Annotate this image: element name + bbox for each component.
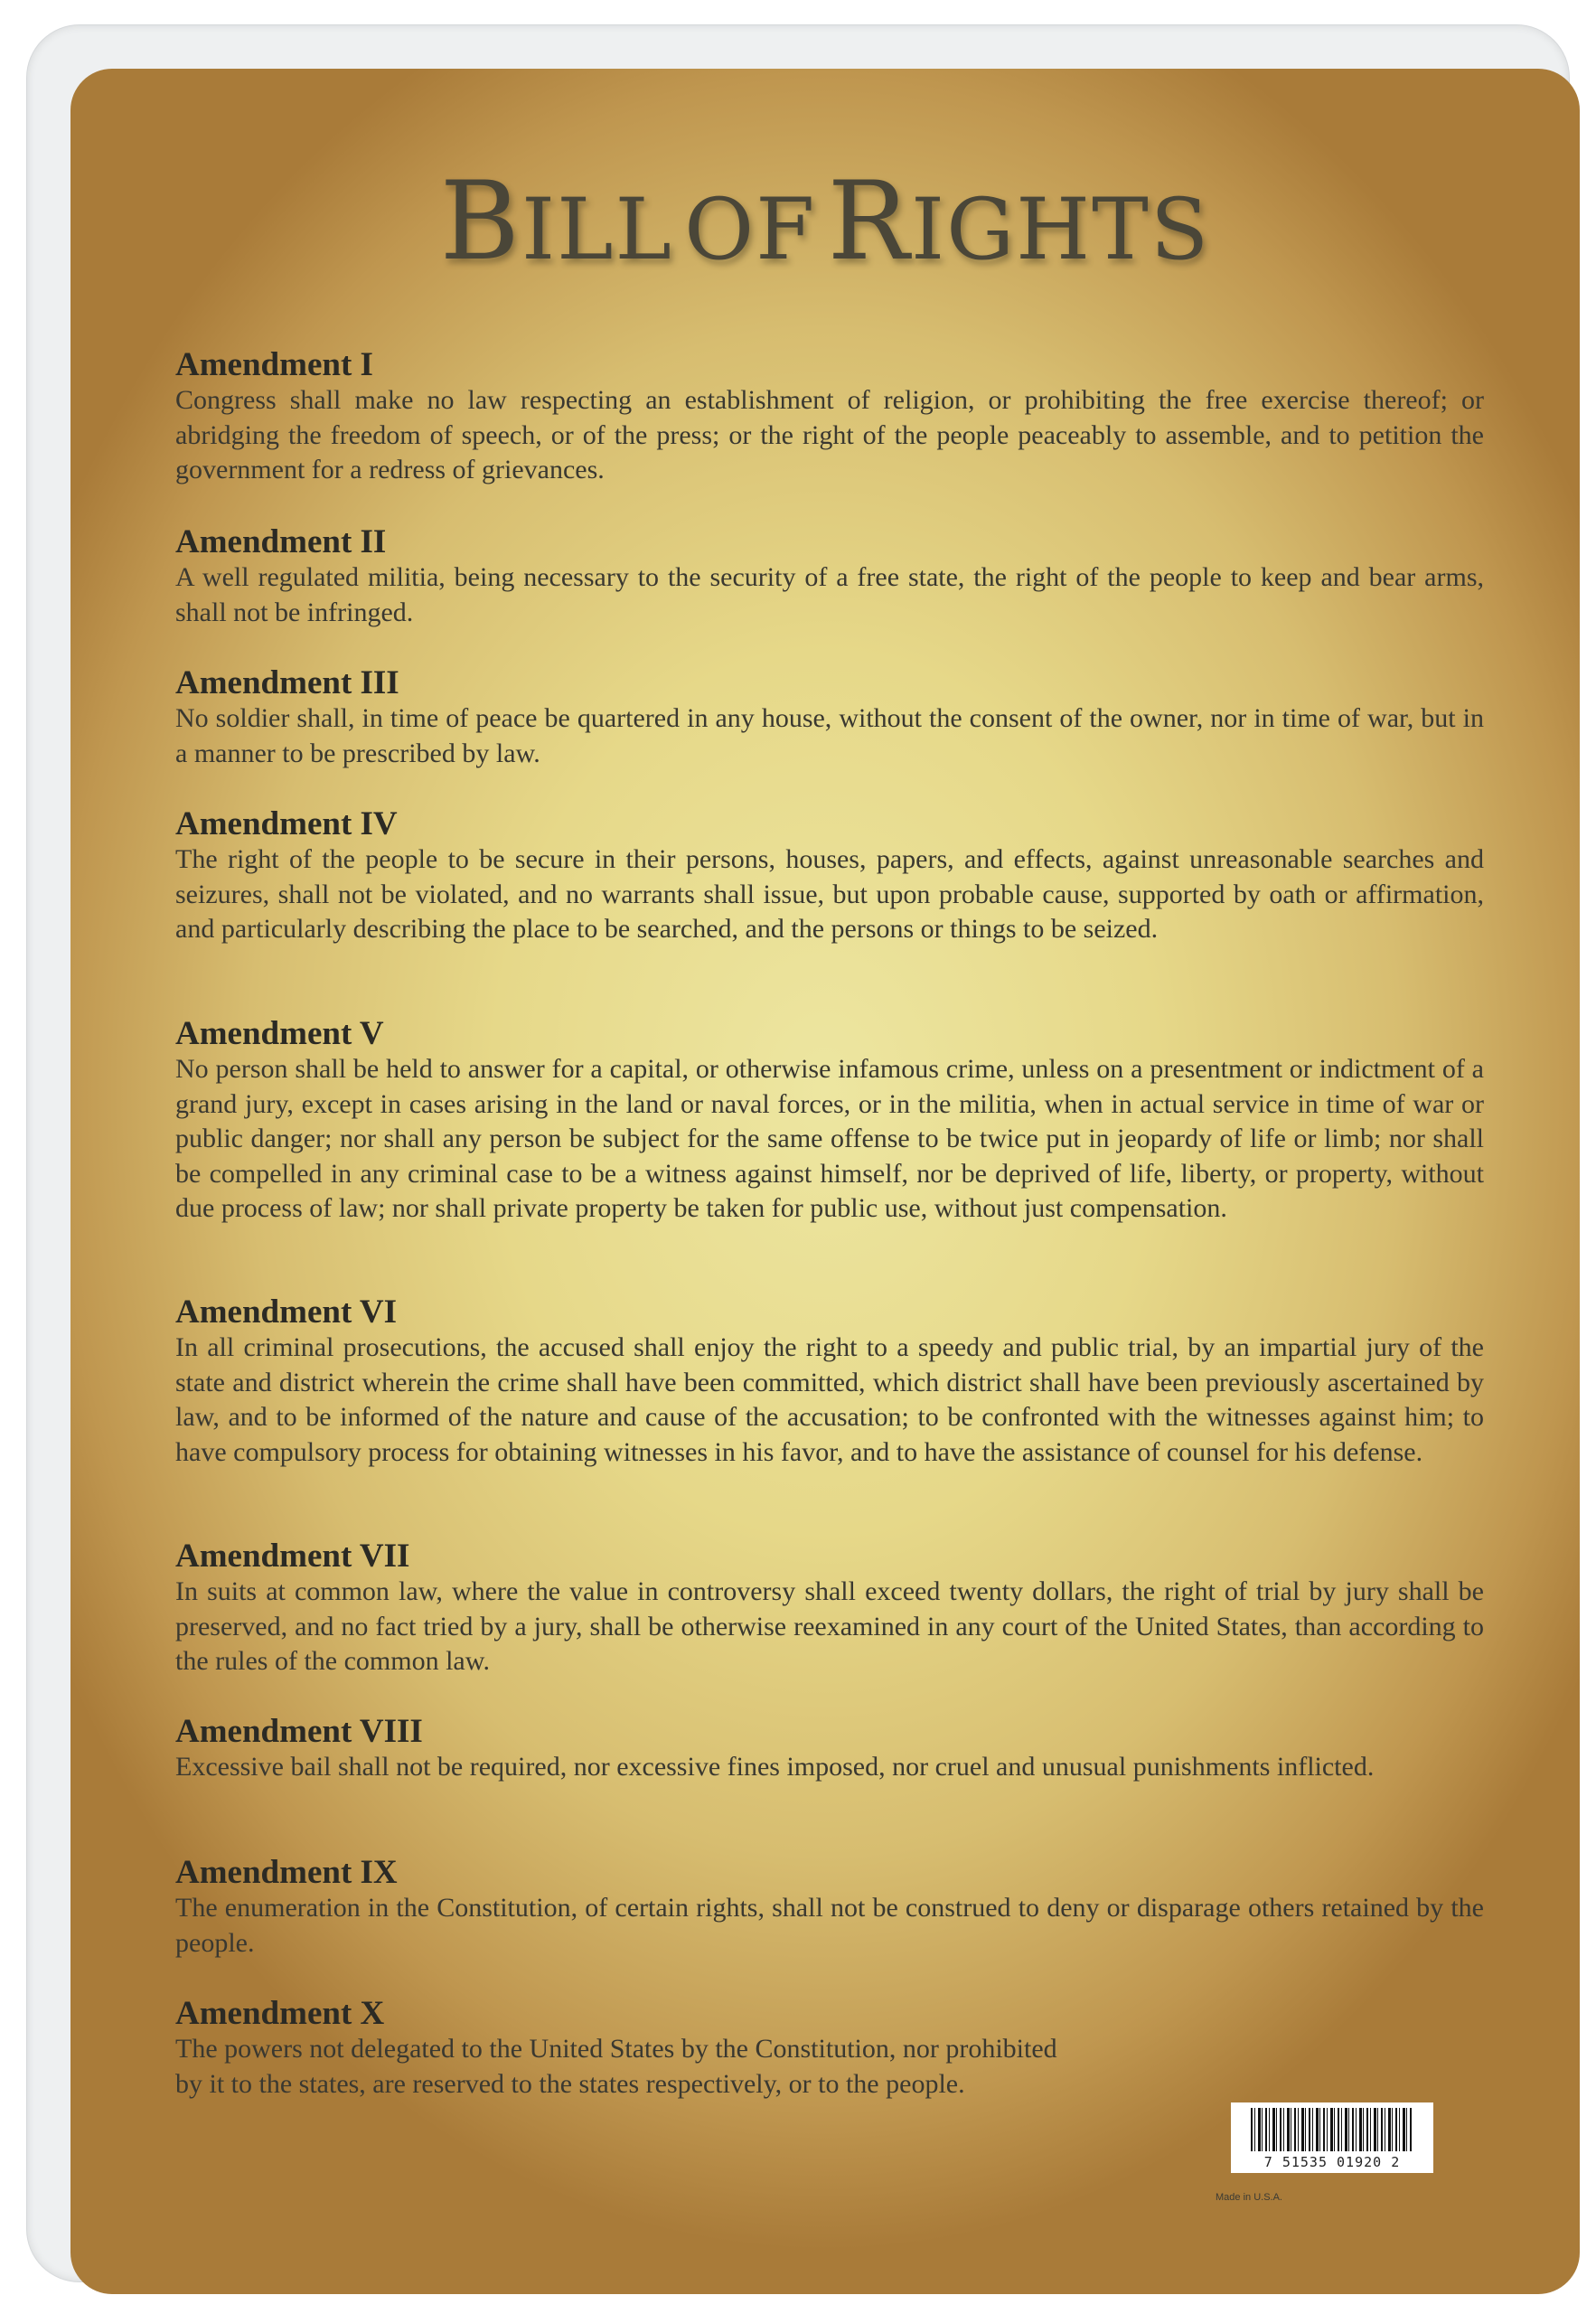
amendment-heading: Amendment IV bbox=[175, 805, 398, 842]
amendment-text: The right of the people to be secure in their persons, houses, papers, and effects, against unreasonable searches and seizures, shall not be violated, and no warrants shall issue, but upon probable cause, supported by oath or affirmation, and particularly describing the place to be searched, and the persons or things to be seized. bbox=[175, 844, 1484, 944]
barcode-digits: 7 51535 01920 2 bbox=[1263, 2154, 1401, 2170]
amendment-heading: Amendment I bbox=[175, 346, 373, 383]
amendment-7 bbox=[175, 1538, 1484, 1679]
amendment-heading: Amendment VI bbox=[175, 1293, 397, 1331]
amendment-6 bbox=[175, 1294, 1484, 1470]
amendment-heading: Amendment VIII bbox=[175, 1713, 423, 1750]
title-word-of: OF bbox=[684, 181, 817, 279]
bill-of-rights-poster bbox=[70, 69, 1580, 2294]
amendment-heading: Amendment III bbox=[175, 664, 399, 701]
amendment-heading: Amendment X bbox=[175, 1995, 385, 2032]
amendment-2 bbox=[175, 524, 1484, 630]
amendment-text: The enumeration in the Constitution, of certain rights, shall not be construed to deny or disparage others retained by the people. bbox=[175, 1893, 1484, 1958]
amendment-8 bbox=[175, 1714, 1484, 1785]
amendment-text: No soldier shall, in time of peace be quartered in any house, without the consent of the owner, nor in time of war, but in a manner to be prescribed by law. bbox=[175, 703, 1484, 768]
amendment-heading: Amendment IX bbox=[175, 1854, 398, 1891]
amendment-text: A well regulated militia, being necessary to the security of a free state, the right of the people to keep and bear arms, shall not be infringed. bbox=[175, 562, 1484, 627]
amendment-text: No person shall be held to answer for a capital, or otherwise infamous crime, unless on a presentment or indictment of a grand jury, except in cases arising in the land or naval forces, or in the militia, when in actual service in time of war or public danger; nor shall any person be subject for the same offense to be twice put in jeopardy of life or limb; nor shall be compelled in any criminal case to be a witness against himself, nor be deprived of life, liberty, or property, without due process of law; nor shall private property be taken for public use, without just compensation. bbox=[175, 1054, 1484, 1223]
amendment-3 bbox=[175, 665, 1484, 771]
amendment-heading: Amendment II bbox=[175, 523, 387, 560]
placemat-board bbox=[27, 25, 1569, 2281]
barcode-bars bbox=[1251, 2108, 1413, 2151]
amendment-heading: Amendment VII bbox=[175, 1538, 410, 1575]
upc-barcode bbox=[1231, 2102, 1433, 2173]
amendment-text: In all criminal prosecutions, the accused shall enjoy the right to a speedy and public trial, by an impartial jury of the state and district wherein the crime shall have been committed, which district shall have been previously ascertained by law, and to be informed of the nature and cause of the accusation; to be confronted with the witnesses against him; to have compulsory process for obtaining witnesses in his favor, and to have the assistance of counsel for his defense. bbox=[175, 1332, 1484, 1467]
amendment-text-line-2: by it to the states, are reserved to the states respectively, or to the people. bbox=[175, 2068, 965, 2099]
amendment-9 bbox=[175, 1855, 1484, 1961]
title-word-ights: IGHTS bbox=[910, 181, 1211, 279]
made-in-label: Made in U.S.A. bbox=[1216, 2192, 1282, 2203]
title-word-ill: ILL bbox=[521, 181, 673, 279]
amendment-heading: Amendment V bbox=[175, 1015, 384, 1052]
poster-title bbox=[70, 159, 1580, 285]
amendment-10 bbox=[175, 1996, 1484, 2102]
amendment-1 bbox=[175, 347, 1484, 488]
amendment-text: Congress shall make no law respecting an establishment of religion, or prohibiting the free exercise thereof; or abridging the freedom of speech, or of the press; or the right of the people peaceably to assemble, and to petition the government for a redress of grievances. bbox=[175, 385, 1484, 484]
amendment-text: Excessive bail shall not be required, nor excessive fines imposed, nor cruel and unusual punishments inflicted. bbox=[175, 1752, 1375, 1782]
title-letter-b: B bbox=[439, 159, 521, 285]
amendment-4 bbox=[175, 806, 1484, 947]
title-letter-r: R bbox=[827, 159, 911, 285]
amendment-text-line-1: The powers not delegated to the United States by the Constitution, nor prohibited bbox=[175, 2034, 1057, 2064]
amendment-text: In suits at common law, where the value in controversy shall exceed twenty dollars, the right of trial by jury shall be preserved, and no fact tried by a jury, shall be otherwise reexamined in any court of the United States, than according to the rules of the common law. bbox=[175, 1576, 1484, 1676]
amendment-5 bbox=[175, 1016, 1484, 1227]
